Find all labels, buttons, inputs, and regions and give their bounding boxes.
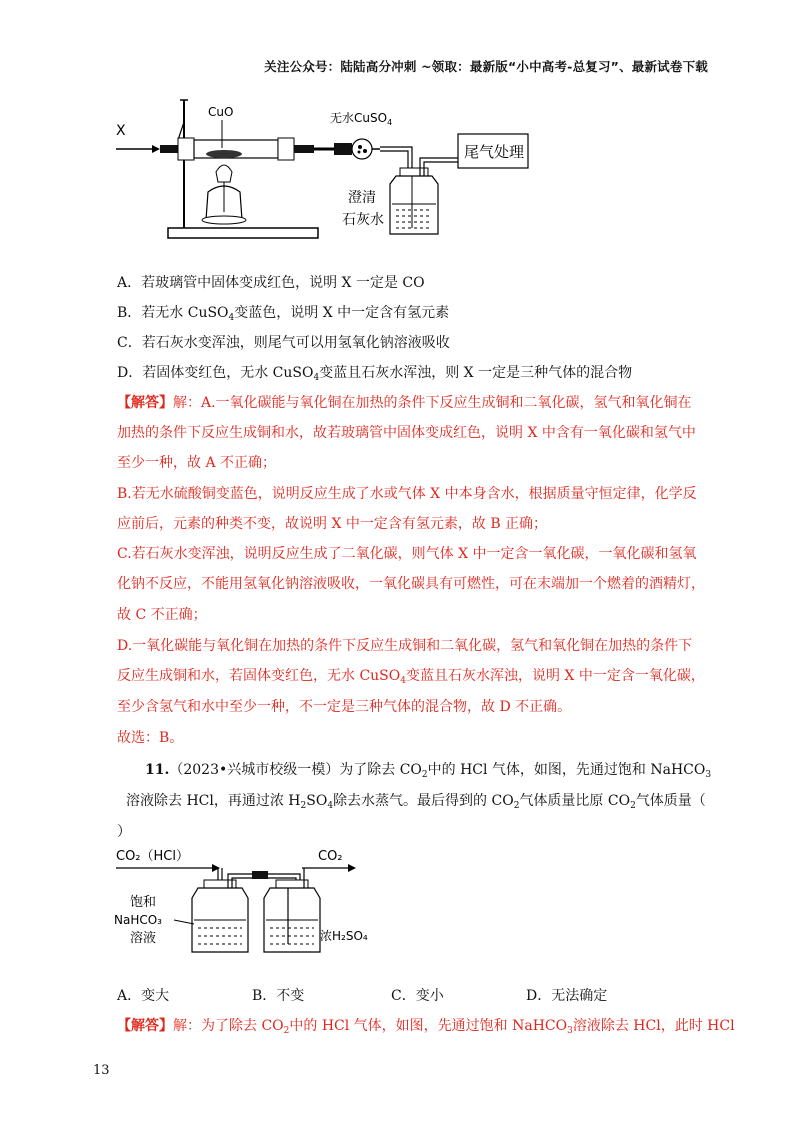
cuo-label: CuO bbox=[208, 105, 234, 119]
q10-answer-line-7: 化钠不反应，不能用氢氧化钠溶液吸收，一氧化碳具有可燃性，可在末端加一个燃着的酒精灯， bbox=[117, 576, 705, 592]
q10-answer-line-11: 至少含氢气和水中至少一种，不一定是三种气体的混合物，故 D 不正确。 bbox=[117, 699, 572, 715]
q10-choice: 故选：B。 bbox=[117, 730, 184, 746]
q10-option-c: C．若石灰水变浑浊，则尾气可以用氢氧化钠溶液吸收 bbox=[117, 335, 450, 351]
apparatus-figure-1 bbox=[112, 92, 532, 242]
fig2-inlet-label: CO₂（HCl） bbox=[116, 849, 189, 864]
page-header: 关注公众号：陆陆高分冲刺 ~领取：最新版“小中高考-总复习”、最新试卷下载 bbox=[264, 59, 708, 74]
q10-answer-line-9: D.一氧化碳能与氧化铜在加热的条件下反应生成铜和二氧化碳，氢气和氧化铜在加热的条件下 bbox=[117, 638, 693, 654]
fig2-outlet-label: CO₂ bbox=[318, 849, 343, 864]
q10-option-a: A．若玻璃管中固体变成红色，说明 X 一定是 CO bbox=[117, 275, 425, 291]
limewater-label-1: 澄清 bbox=[348, 190, 376, 206]
q10-option-b: B．若无水 CuSO$_4$变蓝色，说明 X 中一定含有氢元素 bbox=[117, 305, 450, 323]
q11-option-c: C．变小 bbox=[391, 988, 444, 1004]
q10-answer-line-3: 至少一种，故 A 不正确； bbox=[117, 455, 277, 471]
q10-answer-line-1: 【解答】解：A.一氧化碳能与氧化铜在加热的条件下反应生成铜和二氧化碳，氢气和氧化铜在 bbox=[117, 395, 692, 411]
tail-gas-label: 尾气处理 bbox=[464, 143, 525, 161]
fig2-nahco3-label-1: 饱和 bbox=[130, 895, 157, 910]
q10-answer-line-2: 加热的条件下反应生成铜和水，故若玻璃管中固体变成红色，说明 X 中含有一氧化碳和氢气中 bbox=[117, 425, 696, 441]
q11-option-b: B．不变 bbox=[252, 988, 305, 1004]
q11-option-d: D．无法确定 bbox=[526, 988, 608, 1004]
q10-answer-line-4: B.若无水硫酸铜变蓝色，说明反应生成了水或气体 X 中本身含水，根据质量守恒定律，化学反 bbox=[117, 486, 697, 502]
limewater-label-2: 石灰水 bbox=[342, 212, 384, 228]
q11-answer-line-1: 【解答】解：为了除去 $CO_2$中的 HCl 气体，如图，先通过饱和 NaHCO$_3$溶液除去 HCl，此时 HCl bbox=[117, 1018, 735, 1036]
q10-option-d: D．若固体变红色，无水 CuSO$_4$变蓝且石灰水浑浊，则 X 一定是三种气体的混合物 bbox=[117, 365, 633, 383]
fig2-nahco3-label-2: NaHCO₃ bbox=[114, 913, 162, 927]
q10-answer-line-6: C.若石灰水变浑浊，说明反应生成了二氧化碳，则气体 X 中一定含一氧化碳，一氧化碳和氢氧 bbox=[117, 546, 697, 562]
q11-line-3: ） bbox=[117, 824, 131, 840]
q11-option-a: A．变大 bbox=[117, 988, 170, 1004]
q10-answer-line-8: 故 C 不正确； bbox=[117, 607, 207, 623]
apparatus-figure-2 bbox=[112, 844, 392, 960]
q11-line-2: 溶液除去 HCl，再通过浓 $H_2SO_4$除去水蒸气。最后得到的 $CO_2$气体质量比原 $CO_2$气体质量（ bbox=[126, 793, 706, 811]
fig2-nahco3-label-3: 溶液 bbox=[130, 931, 157, 946]
q10-answer-line-5: 应前后，元素的种类不变，故说明 X 中一定含有氢元素，故 B 正确； bbox=[117, 516, 548, 532]
cuso4-label: 无水CuSO$_4$ bbox=[330, 111, 393, 127]
x-label: X bbox=[116, 123, 126, 139]
q10-answer-line-10: 反应生成铜和水，若固体变红色，无水 CuSO$_4$变蓝且石灰水浑浊，说明 X 中一定含一氧化碳， bbox=[117, 668, 705, 686]
page-number: 13 bbox=[93, 1063, 110, 1078]
fig2-h2so4-label: 浓H₂SO₄ bbox=[320, 929, 368, 943]
q11-line-1: 11.（2023•兴城市校级一模）为了除去 $CO_2$中的 HCl 气体，如图，先通过饱和 NaHCO$_3$ bbox=[145, 762, 712, 780]
